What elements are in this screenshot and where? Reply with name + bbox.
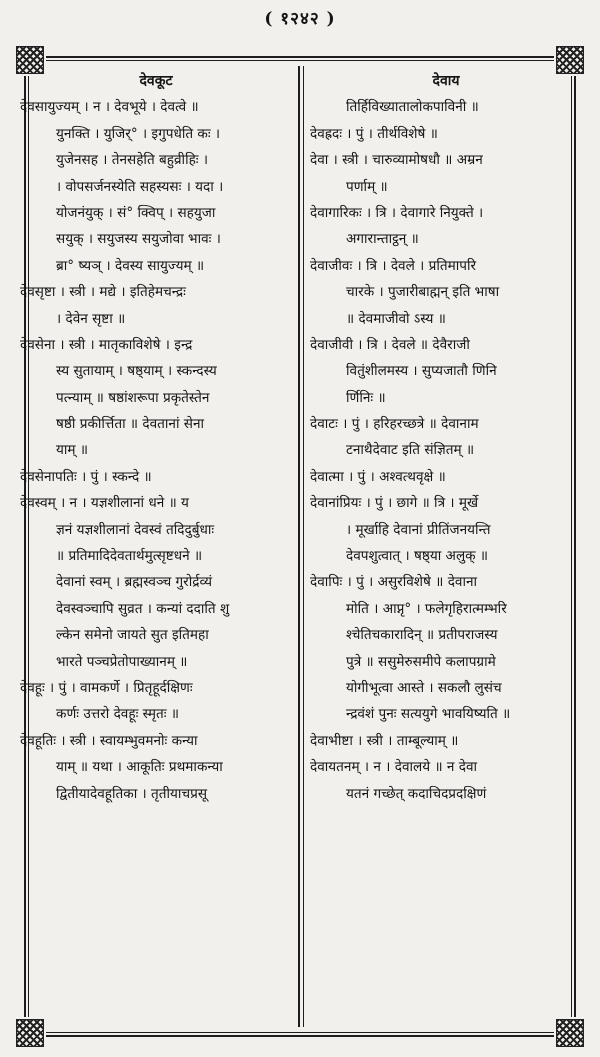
left-column-line: ॥ प्रतिमादिदेवतार्थमुत्सृष्टधने ॥ — [56, 548, 203, 565]
right-column-line: देवाभीष्टा । स्त्री । ताम्बूल्याम् ॥ — [310, 732, 459, 749]
column-divider — [298, 66, 300, 1027]
left-column-line: युनक्ति । युजिर्° । इगुपधेति कः । — [56, 125, 221, 142]
right-column-line: टनाथैदेवाट इति संज्ञितम् ॥ — [346, 442, 475, 459]
left-column-line: । देवेन सृष्टा ॥ — [56, 310, 126, 327]
border-bottom-inner — [46, 1032, 554, 1033]
left-column-line: देवहूतिः । स्त्री । स्वायम्भुवमनोः कन्या — [20, 732, 198, 749]
left-column-line: योजनंयुक् । सं° क्विप् । सहयुजा — [56, 204, 216, 221]
right-column-line: देवाटः । पुं । हरिहरच्छत्रे ॥ देवानाम — [310, 416, 479, 433]
right-column-header: देवाय — [432, 73, 460, 89]
right-column-line: देवापिः । पुं । असुरविशेषे ॥ देवाना — [310, 574, 478, 591]
left-column-line: देवसृष्टा । स्त्री । मद्ये । इतिहेमचन्द्रः — [20, 284, 186, 301]
left-column-line: याम् ॥ — [56, 442, 88, 459]
right-column-line: देवागारिकः । त्रि । देवागारे नियुक्ते । — [310, 204, 484, 221]
left-column-line: देवस्वञ्चापि सुव्रत । कन्यां ददाति शु — [56, 600, 230, 617]
right-column-line: र्णिनिः ॥ — [346, 389, 386, 406]
page-frame — [16, 46, 584, 1047]
left-column-line: देवस्वम् । न । यज्ञशीलानां धने ॥ य — [20, 495, 189, 512]
left-column-line: । वोपसर्जनस्येति सहस्यसः । यदा । — [56, 178, 224, 195]
left-column-line: देवसेना । स्त्री । मातृकाविशेषे । इन्द्र — [20, 336, 193, 353]
right-column-line: देवानांप्रियः । पुं । छागे ॥ त्रि । मूर्खे — [310, 495, 479, 512]
corner-ornament-bottom-right — [556, 1019, 584, 1047]
left-column-line: याम् ॥ यथा । आकूतिः प्रथमाकन्या — [56, 759, 223, 776]
right-column-line: पर्णाम् ॥ — [346, 178, 388, 195]
right-column-line: वितुंशीलमस्य । सुप्यजातौ णिनि — [346, 363, 497, 380]
left-column-line: ल्केन समेनो जायते सुत इतिमहा — [56, 627, 209, 644]
right-column-line: देवपशुत्वात् । षष्ठ्या अलुक् ॥ — [346, 548, 489, 565]
left-column-line: सयुक् । सयुजस्य सयुजोवा भावः । — [56, 231, 221, 248]
left-column-header: देवकूट — [139, 73, 173, 89]
left-column-line: देवानां स्वम् । ब्रह्मस्वञ्च गुरोर्द्रव्यं — [56, 574, 213, 591]
corner-ornament-bottom-left — [16, 1019, 44, 1047]
right-column-line: देवाजीवी । त्रि । देवले ॥ देवैराजी — [310, 336, 470, 353]
left-column-line: युजेनसह । तेनसहेति बहुव्रीहिः । — [56, 152, 209, 169]
left-column-line: देवसायुज्यम् । न । देवभूये । देवत्वे ॥ — [20, 99, 199, 116]
column-divider-inner — [303, 66, 304, 1027]
left-column-line: ज्ञनं यज्ञशीलानां देवस्वं तदिदुर्बुधाः — [56, 521, 215, 538]
left-column-line: स्य सुतायाम् । षष्ठ्याम् । स्कन्दस्य — [56, 363, 217, 380]
left-column-line: द्वितीयादेवहूतिका । तृतीयाचप्रसू — [56, 785, 208, 802]
right-column-line: तिर्हिविख्यातालोकपाविनी ॥ — [346, 99, 479, 116]
right-column-line: । मूर्खाहि देवानां प्रीतिंजनयन्ति — [346, 521, 491, 538]
right-column-line: यतनं गच्छेत् कदाचिदप्रदक्षिणं — [346, 785, 487, 802]
left-column-line: देवसेनापतिः । पुं । स्कन्दे ॥ — [20, 468, 152, 485]
right-column-line: पुत्रे ॥ ससुमेरुसमीपे कलापग्रामे — [346, 653, 496, 670]
right-column-line: श्चेतिचकारादिन् ॥ प्रतीपराजस्य — [346, 627, 498, 644]
right-column-line: ॥ देवमाजीवो ऽस्य ॥ — [346, 310, 446, 327]
left-column-line: देवहूः । पुं । वामकर्णे । प्रितृहूर्दक्षिणः — [20, 679, 193, 696]
page-number: ( १२४२ ) — [264, 9, 336, 29]
left-column — [20, 68, 292, 807]
left-column-line: भारते पञ्चप्रेतोपाख्यानम् ॥ — [56, 653, 188, 670]
right-column — [310, 68, 582, 807]
right-column-line: देवात्मा । पुं । अश्वत्थवृक्षे ॥ — [310, 468, 446, 485]
left-column-line: पत्न्याम् ॥ षष्ठांशरूपा प्रकृतेस्तेन — [56, 389, 210, 406]
border-top-inner — [46, 60, 554, 61]
right-column-line: देवह्रदः । पुं । तीर्थविशेषे ॥ — [310, 125, 438, 142]
right-column-line: देवा । स्त्री । चारुव्यामोषधौ ॥ अम्रन — [310, 152, 483, 169]
left-column-line: ब्रा° ष्यञ् । देवस्य सायुज्यम् ॥ — [56, 257, 205, 274]
border-bottom — [46, 1035, 554, 1037]
right-column-line: देवायतनम् । न । देवालये ॥ न देवा — [310, 759, 478, 776]
left-column-line: षष्ठी प्रकीर्त्तिता ॥ देवतानां सेना — [56, 416, 205, 433]
right-column-line: योगीभूत्वा आस्ते । सकलौ लुसंच — [346, 679, 502, 696]
left-column-line: कर्णः उत्तरो देवहूः स्मृतः ॥ — [56, 706, 180, 723]
right-column-line: मोति । आप्नृ° । फलेगृहिरात्मम्भरि — [346, 600, 507, 617]
right-column-line: अगारान्ताट्ठन् ॥ — [346, 231, 419, 248]
right-column-line: न्द्रवंशं पुनः सत्ययुगे भावयिष्यति ॥ — [346, 706, 511, 723]
right-column-line: देवाजीवः । त्रि । देवले । प्रतिमापरि — [310, 257, 477, 274]
right-column-line: चारके । पुजारीबाह्मन् इति भाषा — [346, 284, 500, 301]
border-top — [46, 56, 554, 58]
